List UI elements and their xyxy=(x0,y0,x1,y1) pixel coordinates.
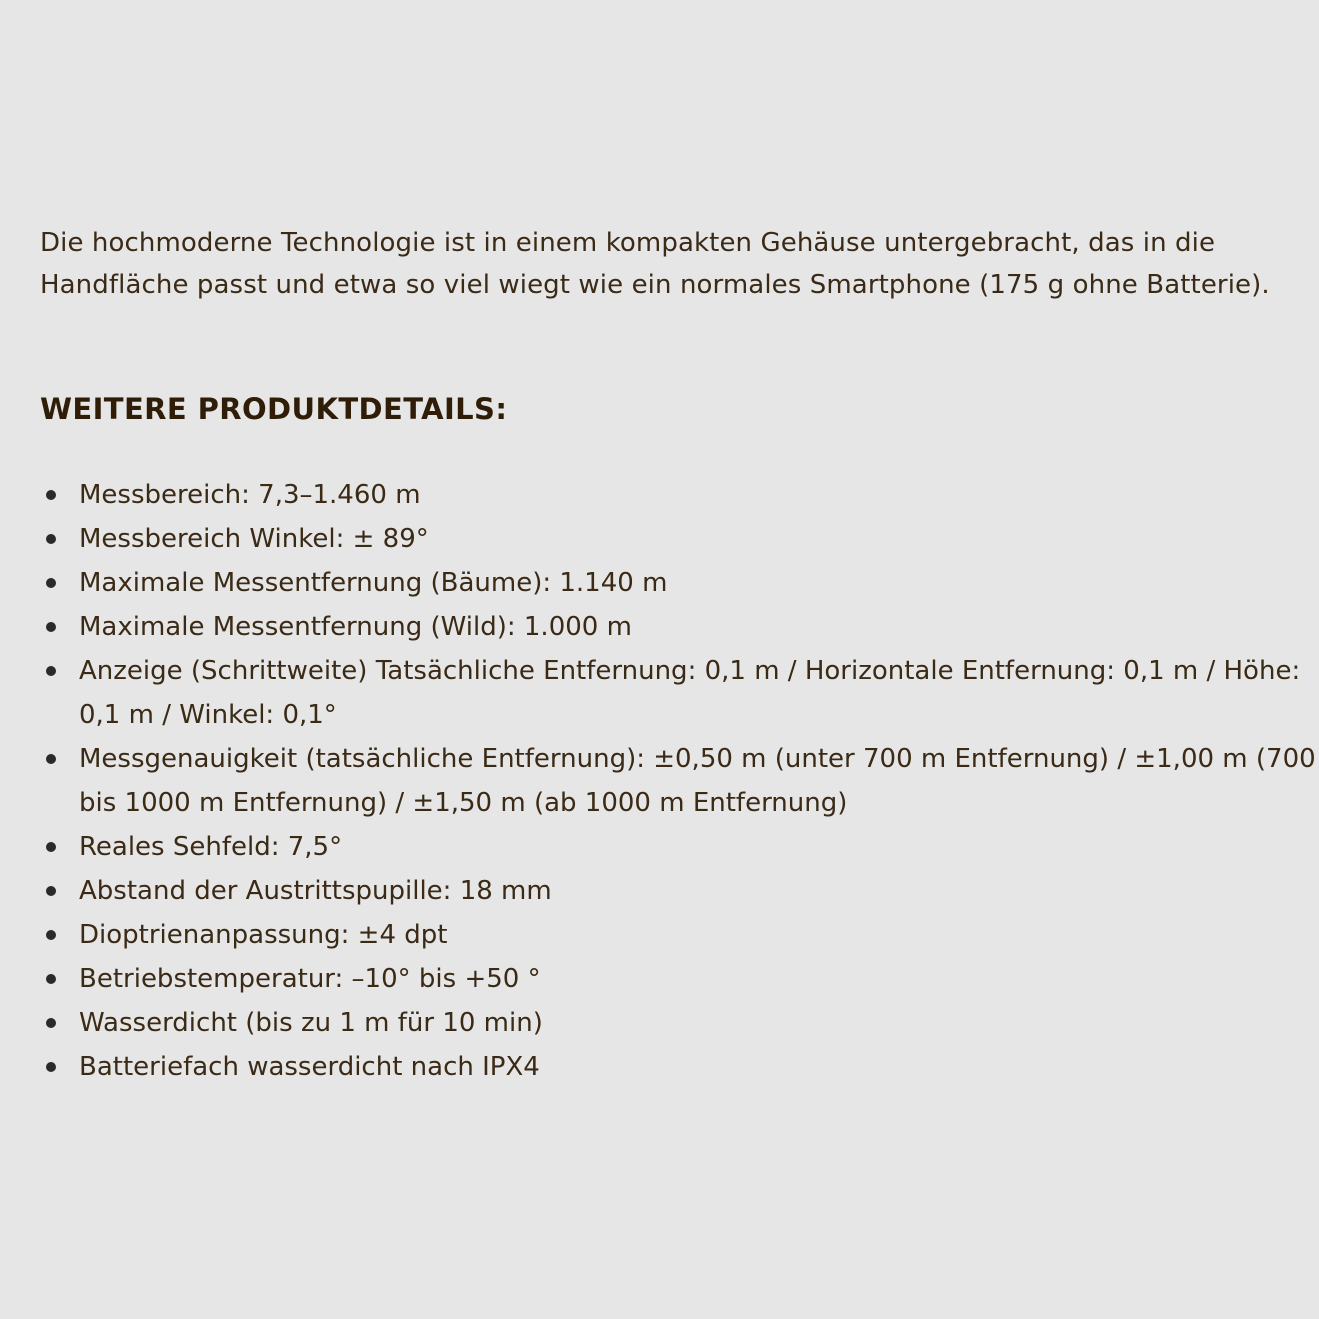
list-item-text: Maximale Messentfernung (Bäume): 1.140 m xyxy=(79,568,668,598)
list-item-text: Reales Sehfeld: 7,5° xyxy=(79,832,343,862)
list-item-text: Messbereich Winkel: ± 89° xyxy=(79,524,429,554)
list-item xyxy=(40,1001,1300,1045)
list-item xyxy=(40,913,1300,957)
list-item-text: Maximale Messentfernung (Wild): 1.000 m xyxy=(79,612,632,642)
list-item-text: Messbereich: 7,3–1.460 m xyxy=(79,480,421,510)
list-item xyxy=(40,957,1300,1001)
intro-line: Handfläche passt und etwa so viel wiegt wie ein normales Smartphone (175 g ohne Batterie). xyxy=(40,270,1270,300)
product-details-list xyxy=(40,473,1316,1089)
product-description xyxy=(40,0,1316,1089)
list-item-text: Batteriefach wasserdicht nach IPX4 xyxy=(79,1052,540,1082)
intro-line: Die hochmoderne Technologie ist in einem kompakten Gehäuse untergebracht, das in die xyxy=(40,228,1216,258)
list-item xyxy=(40,605,1300,649)
section-heading: WEITERE PRODUKTDETAILS: xyxy=(40,392,508,426)
intro-paragraph xyxy=(40,0,1300,306)
list-item xyxy=(40,869,1300,913)
list-item-text: Wasserdicht (bis zu 1 m für 10 min) xyxy=(79,1008,543,1038)
list-item-text: Abstand der Austrittspupille: 18 mm xyxy=(79,876,552,906)
list-item xyxy=(40,825,1300,869)
list-item xyxy=(40,561,1300,605)
list-item xyxy=(40,737,1316,825)
list-item xyxy=(40,649,1300,737)
list-item-text: 0,1 m / Winkel: 0,1° xyxy=(79,700,337,730)
list-item xyxy=(40,517,1300,561)
list-item-text: Messgenauigkeit (tatsächliche Entfernung): ±0,50 m (unter 700 m Entfernung) / ±1,00 m (700 xyxy=(79,744,1316,774)
list-item-text: bis 1000 m Entfernung) / ±1,50 m (ab 1000 m Entfernung) xyxy=(79,788,848,818)
list-item-text: Dioptrienanpassung: ±4 dpt xyxy=(79,920,448,950)
list-item-text: Betriebstemperatur: –10° bis +50 ° xyxy=(79,964,541,994)
list-item-text: Anzeige (Schrittweite) Tatsächliche Entfernung: 0,1 m / Horizontale Entfernung: 0,1 m / Höhe: xyxy=(79,656,1301,686)
list-item xyxy=(40,1045,1300,1089)
list-item xyxy=(40,473,1300,517)
